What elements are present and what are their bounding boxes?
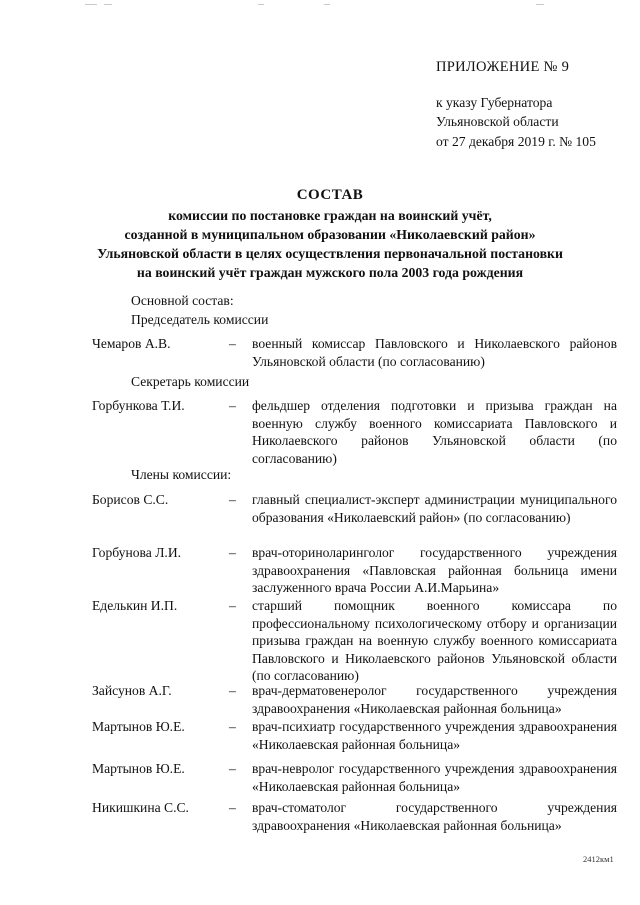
member-position: врач-психиатр государственного учреждения здравоохранения «Николаевская районная больница» — [252, 719, 617, 752]
member-entry — [92, 597, 617, 684]
member-name: Зайсунов А.Г. — [92, 683, 172, 698]
section-members: Члены комиссии: — [131, 467, 232, 482]
dash: – — [229, 545, 236, 560]
member-name: Горбункова Т.И. — [92, 398, 185, 413]
dash: – — [229, 800, 236, 815]
member-position: врач-дерматовенеролог государственного учреждения здравоохранения «Николаевская районная больница» — [252, 683, 617, 716]
member-entry — [92, 799, 617, 859]
member-position: военный комиссар Павловского и Николаевского районов Ульяновской области (по согласованию) — [252, 336, 617, 369]
dash: – — [229, 336, 236, 351]
dash: – — [229, 398, 236, 413]
member-position: фельдшер отделения подготовки и призыва граждан на военную службу военного комиссариата Павловского и Николаевского районов Ульяновской области (по согласованию) — [252, 398, 617, 466]
document-subtitle-line: на воинский учёт граждан мужского пола 2003 года рождения — [136, 265, 524, 280]
document-code: 2412км1 — [583, 854, 614, 864]
appendix-date: от 27 декабря 2019 г. № 105 — [436, 134, 596, 149]
dash: – — [229, 598, 236, 613]
member-name: Мартынов Ю.Е. — [92, 761, 185, 776]
dash: – — [229, 683, 236, 698]
member-entry — [92, 397, 617, 466]
member-position: врач-оториноларинголог государственного учреждения здравоохранения «Павловская районная больница имени заслуженного врача России А.И.Марьина» — [252, 545, 617, 596]
member-name: Горбунова Л.И. — [92, 545, 182, 560]
member-entry — [92, 491, 617, 551]
member-position: врач-стоматолог государственного учреждения здравоохранения «Николаевская районная больница» — [252, 800, 617, 833]
member-position: старший помощник военного комиссара по профессиональному психологическому отбору и организации призыва граждан на военную службу военного комиссариата Павловского и Николаевского районов Ульяновской области (по согласованию) — [252, 598, 617, 684]
member-name: Чемаров А.В. — [92, 336, 171, 351]
member-position: врач-невролог государственного учреждения здравоохранения «Николаевская районная больница» — [252, 761, 617, 794]
dash: – — [229, 761, 236, 776]
member-position: главный специалист-эксперт администрации муниципального образования «Николаевский район» (по согласованию) — [252, 492, 617, 525]
section-secretary: Секретарь комиссии — [131, 374, 250, 389]
appendix-region: Ульяновской области — [436, 114, 559, 129]
member-name: Мартынов Ю.Е. — [92, 719, 185, 734]
dash: – — [229, 719, 236, 734]
appendix-title: ПРИЛОЖЕНИЕ № 9 — [436, 59, 570, 75]
scan-top-edge — [0, 0, 640, 10]
document-subtitle-line: Ульяновской области в целях осуществления первоначальной постановки — [97, 246, 563, 261]
member-entry — [92, 544, 617, 604]
document-subtitle-line: комиссии по постановке граждан на воинский учёт, — [168, 208, 492, 223]
member-name: Борисов С.С. — [92, 492, 169, 507]
member-name: Еделькин И.П. — [92, 598, 178, 613]
document-title: СОСТАВ — [296, 187, 364, 203]
section-chair: Председатель комиссии — [131, 312, 269, 327]
dash: – — [229, 492, 236, 507]
section-main-composition: Основной состав: — [131, 293, 234, 308]
document-subtitle-line: созданной в муниципальном образовании «Николаевский район» — [124, 227, 536, 242]
member-name: Никишкина С.С. — [92, 800, 189, 815]
appendix-decree: к указу Губернатора — [436, 95, 553, 110]
